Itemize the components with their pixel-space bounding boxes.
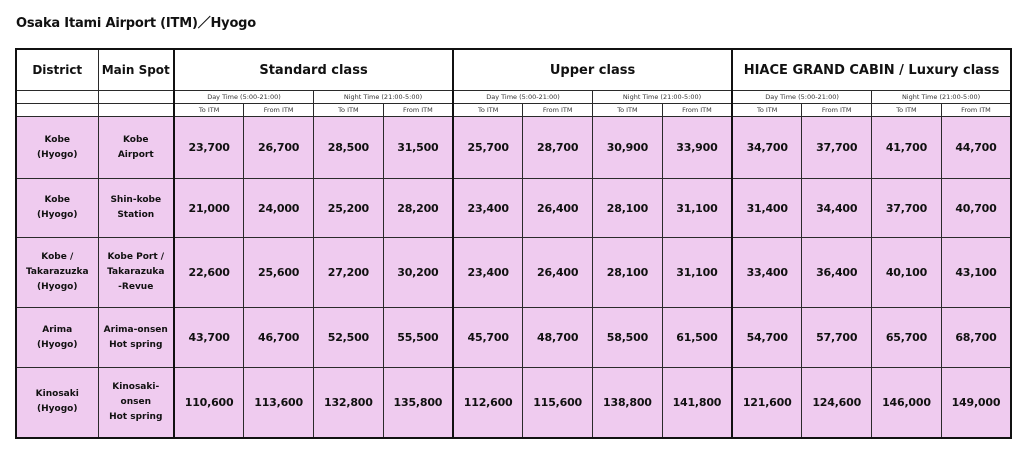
price-cell: 34,700 [732,117,802,179]
blank-cell [98,104,174,117]
from-itm-header: From ITM [662,104,732,117]
price-cell: 115,600 [523,368,593,438]
price-cell: 141,800 [662,368,732,438]
main-spot-cell: Kobe Airport [98,117,174,179]
price-cell: 61,500 [662,308,732,368]
blank-cell [98,91,174,104]
district-cell: Kinosaki (Hyogo) [16,368,98,438]
to-itm-header: To ITM [732,104,802,117]
main-spot-cell: Kobe Port / Takarazuka -Revue [98,238,174,308]
standard-night-time-header: Night Time (21:00-5:00) [314,91,454,104]
price-cell: 57,700 [802,308,872,368]
price-cell: 54,700 [732,308,802,368]
main-spot-header: Main Spot [98,49,174,91]
price-cell: 138,800 [593,368,663,438]
from-itm-header: From ITM [802,104,872,117]
price-cell: 27,200 [314,238,384,308]
luxury-class-header: HIACE GRAND CABIN / Luxury class [732,49,1011,91]
header-row-direction [16,104,1011,117]
luxury-day-time-header: Day Time (5:00-21:00) [732,91,872,104]
price-cell: 33,900 [662,117,732,179]
price-cell: 22,600 [174,238,244,308]
table-row [16,117,1011,179]
price-cell: 31,400 [732,179,802,238]
price-cell: 37,700 [872,179,942,238]
price-cell: 28,700 [523,117,593,179]
district-cell: Arima (Hyogo) [16,308,98,368]
price-cell: 25,700 [453,117,523,179]
upper-night-time-header: Night Time (21:00-5:00) [593,91,733,104]
price-cell: 112,600 [453,368,523,438]
to-itm-header: To ITM [593,104,663,117]
page-title: Osaka Itami Airport (ITM)／Hyogo [16,16,257,31]
from-itm-header: From ITM [941,104,1011,117]
luxury-night-time-header: Night Time (21:00-5:00) [872,91,1012,104]
to-itm-header: To ITM [314,104,384,117]
table-row [16,368,1011,438]
price-cell: 23,400 [453,179,523,238]
price-cell: 48,700 [523,308,593,368]
to-itm-header: To ITM [453,104,523,117]
standard-day-time-header: Day Time (5:00-21:00) [174,91,314,104]
upper-class-header: Upper class [453,49,732,91]
price-cell: 28,100 [593,238,663,308]
price-cell: 40,100 [872,238,942,308]
blank-cell [16,104,98,117]
from-itm-header: From ITM [244,104,314,117]
price-cell: 65,700 [872,308,942,368]
price-cell: 25,200 [314,179,384,238]
price-cell: 58,500 [593,308,663,368]
price-cell: 30,900 [593,117,663,179]
price-cell: 68,700 [941,308,1011,368]
price-cell: 36,400 [802,238,872,308]
price-cell: 41,700 [872,117,942,179]
price-cell: 43,700 [174,308,244,368]
from-itm-header: From ITM [523,104,593,117]
price-cell: 37,700 [802,117,872,179]
price-cell: 33,400 [732,238,802,308]
price-cell: 26,400 [523,238,593,308]
price-cell: 21,000 [174,179,244,238]
fare-table [15,48,1012,439]
price-cell: 135,800 [383,368,453,438]
from-itm-header: From ITM [383,104,453,117]
price-cell: 55,500 [383,308,453,368]
table-row [16,308,1011,368]
standard-class-header: Standard class [174,49,453,91]
main-spot-cell: Shin-kobe Station [98,179,174,238]
price-cell: 28,200 [383,179,453,238]
price-cell: 30,200 [383,238,453,308]
to-itm-header: To ITM [174,104,244,117]
price-cell: 146,000 [872,368,942,438]
price-cell: 31,500 [383,117,453,179]
price-cell: 24,000 [244,179,314,238]
price-cell: 34,400 [802,179,872,238]
price-cell: 52,500 [314,308,384,368]
price-cell: 28,500 [314,117,384,179]
table-row [16,179,1011,238]
header-row-main [16,49,1011,91]
price-cell: 149,000 [941,368,1011,438]
district-cell: Kobe (Hyogo) [16,179,98,238]
table-row [16,238,1011,308]
price-cell: 43,100 [941,238,1011,308]
to-itm-header: To ITM [872,104,942,117]
price-cell: 31,100 [662,238,732,308]
district-header: District [16,49,98,91]
price-cell: 28,100 [593,179,663,238]
district-cell: Kobe / Takarazuzka (Hyogo) [16,238,98,308]
blank-cell [16,91,98,104]
upper-day-time-header: Day Time (5:00-21:00) [453,91,593,104]
price-cell: 124,600 [802,368,872,438]
price-cell: 45,700 [453,308,523,368]
price-cell: 26,400 [523,179,593,238]
price-cell: 132,800 [314,368,384,438]
main-spot-cell: Kinosaki- onsen Hot spring [98,368,174,438]
price-cell: 23,400 [453,238,523,308]
main-spot-cell: Arima-onsen Hot spring [98,308,174,368]
header-row-time [16,91,1011,104]
price-cell: 26,700 [244,117,314,179]
price-cell: 110,600 [174,368,244,438]
price-cell: 31,100 [662,179,732,238]
price-cell: 121,600 [732,368,802,438]
price-cell: 113,600 [244,368,314,438]
price-cell: 46,700 [244,308,314,368]
price-cell: 40,700 [941,179,1011,238]
price-cell: 44,700 [941,117,1011,179]
district-cell: Kobe (Hyogo) [16,117,98,179]
price-cell: 23,700 [174,117,244,179]
price-cell: 25,600 [244,238,314,308]
